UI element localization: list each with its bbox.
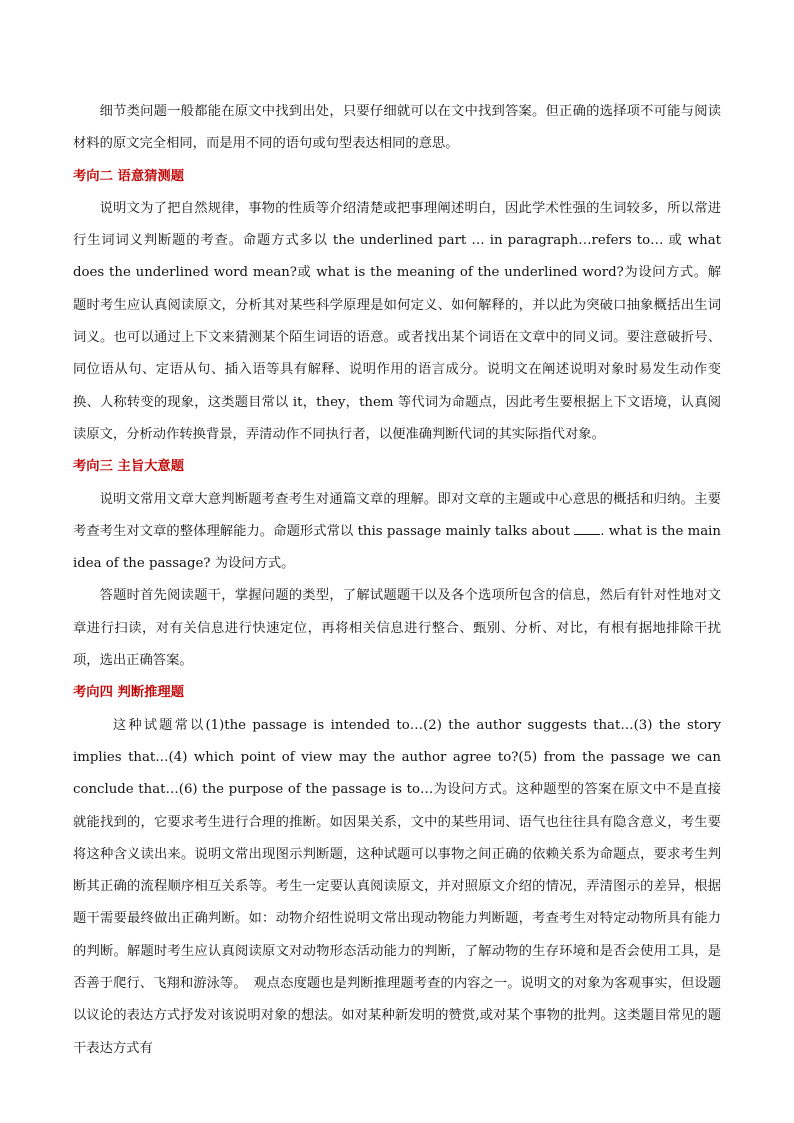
- paragraph-vocabulary-guessing: 说明文为了把自然规律，事物的性质等介绍清楚或把事理阐述明白，因此学术性强的生词较多，所以常进行生词词义判断题的考查。命题方式多以 the underlined part … in paragraph…refers to… 或 what does the underlined word mean?或 what is the meaning of the underlined word?为设问方式。解题时考生应认真阅读原文，分析其对某些科学原理是如何定义、如何解释的，并以此为突破口抽象概括出生词词义。也可以通过上下文来猜测某个陌生词语的语意。或者找出某个词语在文章中的同义词。要注意破折号、同位语从句、定语从句、插入语等具有解释、说明作用的语言成分。说明文在阐述说明对象时易发生动作变换、人称转变的现象，这类题目常以 it，they，them 等代词为命题点，因此考生要根据上下文语境，认真阅读原文，分析动作转换背景，弄清动作不同执行者，以便准确判断代词的其实际指代对象。: [73, 200, 721, 442]
- paragraph-detail-questions: 细节类问题一般都能在原文中找到出处，只要仔细就可以在文中找到答案。但正确的选择项不可能与阅读材料的原文完全相同，而是用不同的语句或句型表达相同的意思。: [73, 104, 721, 152]
- main-idea-text-part1: 说明文常用文章大意判断题考查考生对通篇文章的理解。即对文章的主题或中心意思的概括和归纳。主要考查考生对文章的整体理解能力。命题形式常以 this passage mainly talks about: [73, 491, 721, 539]
- paragraph-answer-strategy: 答题时首先阅读题干，掌握问题的类型，了解试题题干以及各个选项所包含的信息，然后有针对性地对文章进行扫读，对有关信息进行快速定位，再将相关信息进行整合、甄别、分析、对比，有根有据地排除干扰项，选出正确答案。: [73, 588, 721, 669]
- heading-main-idea: 考向三 主旨大意题: [73, 459, 185, 475]
- heading-vocabulary-guessing: 考向二 语意猜测题: [73, 168, 185, 184]
- answer-blank: [574, 523, 600, 535]
- heading-inference: 考向四 判断推理题: [73, 685, 185, 701]
- main-idea-text-part2: . what is the main idea of the passage? 为设问方式。: [73, 523, 721, 572]
- paragraph-main-idea: [73, 484, 721, 581]
- paragraph-inference: 这种试题常以(1)the passage is intended to…(2) the author suggests that…(3) the story implies that…(4) which point of view may the author agree to?(5) from the passage we can conclude that…(6) the purpose of the passage is to…为设问方式。这种题型的答案在原文中不是直接就能找到的，它要求考生进行合理的推断。如因果关系，文中的某些用词、语气也往往具有隐含意义，考生要将这种含义读出来。说明文常出现图示判断题，这种试题可以事物之间正确的依赖关系为命题点，要求考生判断其正确的流程顺序相互关系等。考生一定要认真阅读原文，并对照原文介绍的情况，弄清图示的差异，根据题干需要最终做出正确判断。如：动物介绍性说明文常出现动物能力判断题，考查考生对特定动物所具有能力的判断。解题时考生应认真阅读原文对动物形态活动能力的判断，了解动物的生存环境和是否会使用工具，是否善于爬行、飞翔和游泳等。 观点态度题也是判断推理题考查的内容之一。说明文的对象为客观事实，但设题以议论的表达方式抒发对该说明对象的想法。如对某种新发明的赞赏,或对某个事物的批判。这类题目常见的题干表达方式有: [73, 717, 721, 1056]
